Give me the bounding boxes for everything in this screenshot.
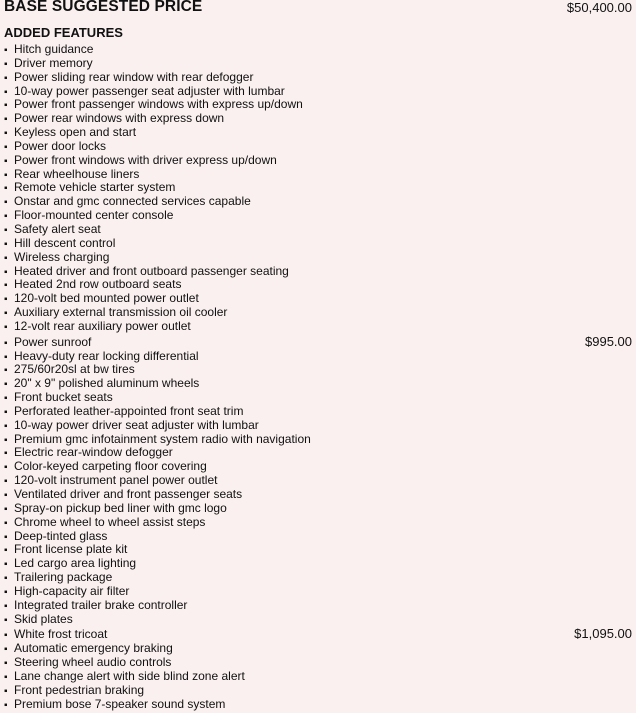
bullet-icon: ▪ bbox=[4, 308, 8, 320]
list-item bbox=[4, 154, 632, 168]
list-item bbox=[4, 237, 632, 251]
feature-label: 275/60r20sl at bw tires bbox=[14, 362, 135, 377]
bullet-icon: ▪ bbox=[4, 211, 8, 223]
feature-label: High-capacity air filter bbox=[14, 583, 130, 598]
feature-label: Power front windows with driver express up/down bbox=[14, 152, 277, 167]
feature-label: Front bucket seats bbox=[14, 390, 113, 405]
feature-label: Skid plates bbox=[14, 611, 73, 626]
list-item bbox=[4, 419, 632, 433]
list-item bbox=[4, 350, 632, 364]
bullet-icon: ▪ bbox=[4, 280, 8, 292]
list-item bbox=[4, 460, 632, 474]
list-item bbox=[4, 223, 632, 237]
list-item bbox=[4, 516, 632, 530]
bullet-icon: ▪ bbox=[4, 671, 8, 683]
bullet-icon: ▪ bbox=[4, 45, 8, 56]
feature-label: Power door locks bbox=[14, 138, 107, 153]
package-price: $995.00 bbox=[585, 333, 632, 349]
list-item bbox=[4, 98, 632, 112]
bullet-icon: ▪ bbox=[4, 614, 8, 626]
bullet-icon: ▪ bbox=[4, 531, 8, 543]
feature-label: Front license plate kit bbox=[14, 542, 128, 557]
feature-label: Perforated leather-appointed front seat trim bbox=[14, 403, 244, 418]
list-item bbox=[4, 698, 632, 712]
bullet-icon: ▪ bbox=[4, 658, 8, 670]
feature-label: 120-volt instrument panel power outlet bbox=[14, 473, 218, 488]
feature-label: Onstar and gmc connected services capable bbox=[14, 194, 251, 209]
bullet-icon: ▪ bbox=[4, 252, 8, 264]
base-price-value: $50,400.00 bbox=[566, 0, 632, 15]
bullet-icon: ▪ bbox=[4, 197, 8, 209]
feature-label: Hill descent control bbox=[14, 235, 116, 250]
list-item bbox=[4, 642, 632, 656]
bullet-icon: ▪ bbox=[4, 490, 8, 501]
list-item bbox=[4, 292, 632, 306]
feature-label: Integrated trailer brake controller bbox=[14, 597, 188, 612]
feature-list bbox=[4, 43, 632, 712]
feature-label: Color-keyed carpeting floor covering bbox=[14, 459, 207, 474]
list-item bbox=[4, 446, 632, 460]
feature-label: Remote vehicle starter system bbox=[14, 180, 176, 195]
feature-label: Keyless open and start bbox=[14, 125, 137, 140]
list-item bbox=[4, 251, 632, 265]
feature-label: Hitch guidance bbox=[14, 42, 94, 56]
bullet-icon: ▪ bbox=[4, 365, 8, 377]
bullet-icon: ▪ bbox=[4, 72, 8, 84]
list-item bbox=[4, 112, 632, 126]
feature-label: Power sunroof bbox=[14, 334, 92, 349]
bullet-icon: ▪ bbox=[4, 114, 8, 126]
bullet-icon: ▪ bbox=[4, 586, 8, 598]
feature-label: Chrome wheel to wheel assist steps bbox=[14, 514, 206, 529]
feature-label: 10-way power passenger seat adjuster with lumbar bbox=[14, 83, 285, 98]
bullet-icon: ▪ bbox=[4, 58, 8, 70]
list-item bbox=[4, 433, 632, 447]
feature-label: 12-volt rear auxiliary power outlet bbox=[14, 318, 191, 333]
base-price-row bbox=[0, 0, 632, 18]
list-item bbox=[4, 670, 632, 684]
bullet-icon: ▪ bbox=[4, 321, 8, 333]
list-item bbox=[4, 543, 632, 557]
feature-label: Heated 2nd row outboard seats bbox=[14, 277, 182, 292]
bullet-icon: ▪ bbox=[4, 448, 8, 460]
feature-label: Spray-on pickup bed liner with gmc logo bbox=[14, 500, 227, 515]
bullet-icon: ▪ bbox=[4, 100, 8, 112]
package-price: $1,095.00 bbox=[574, 626, 632, 642]
bullet-icon: ▪ bbox=[4, 379, 8, 391]
bullet-icon: ▪ bbox=[4, 434, 8, 446]
bullet-icon: ▪ bbox=[4, 183, 8, 195]
feature-label: 10-way power driver seat adjuster with lumbar bbox=[14, 417, 259, 432]
added-features-title: ADDED FEATURES bbox=[4, 25, 123, 40]
bullet-icon: ▪ bbox=[4, 462, 8, 474]
feature-label: Power front passenger windows with express up/down bbox=[14, 97, 303, 112]
bullet-icon: ▪ bbox=[4, 337, 8, 349]
bullet-icon: ▪ bbox=[4, 155, 8, 167]
list-item bbox=[4, 502, 632, 516]
list-item bbox=[4, 71, 632, 85]
feature-label: Steering wheel audio controls bbox=[14, 655, 172, 670]
feature-label: Led cargo area lighting bbox=[14, 556, 137, 571]
bullet-icon: ▪ bbox=[4, 224, 8, 236]
feature-label: Deep-tinted glass bbox=[14, 528, 108, 543]
list-item bbox=[4, 628, 632, 642]
feature-label: Safety alert seat bbox=[14, 221, 101, 236]
list-item bbox=[4, 181, 632, 195]
bullet-icon: ▪ bbox=[4, 406, 8, 418]
list-item bbox=[4, 557, 632, 571]
bullet-icon: ▪ bbox=[4, 420, 8, 432]
list-item bbox=[4, 656, 632, 670]
list-item bbox=[4, 168, 632, 182]
list-item bbox=[4, 140, 632, 154]
list-item bbox=[4, 488, 632, 502]
list-item bbox=[4, 530, 632, 544]
bullet-icon: ▪ bbox=[4, 128, 8, 140]
feature-label: Driver memory bbox=[14, 55, 93, 70]
feature-label: 20" x 9" polished aluminum wheels bbox=[14, 376, 200, 391]
list-item bbox=[4, 684, 632, 698]
feature-label: White frost tricoat bbox=[14, 627, 108, 642]
list-item bbox=[4, 333, 632, 350]
feature-label: Premium bose 7-speaker sound system bbox=[14, 696, 226, 711]
feature-label: Lane change alert with side blind zone alert bbox=[14, 668, 245, 683]
list-item bbox=[4, 278, 632, 292]
list-item bbox=[4, 377, 632, 391]
list-item bbox=[4, 265, 632, 279]
feature-label: Heated driver and front outboard passenger seating bbox=[14, 263, 289, 278]
bullet-icon: ▪ bbox=[4, 393, 8, 405]
list-item bbox=[4, 209, 632, 223]
list-item bbox=[4, 57, 632, 71]
list-item bbox=[4, 585, 632, 599]
feature-label: Power sliding rear window with rear defogger bbox=[14, 69, 254, 84]
bullet-icon: ▪ bbox=[4, 685, 8, 697]
feature-label: Auxiliary external transmission oil cooler bbox=[14, 305, 228, 320]
feature-label: Ventilated driver and front passenger seats bbox=[14, 487, 243, 501]
list-item bbox=[4, 571, 632, 585]
bullet-icon: ▪ bbox=[4, 238, 8, 250]
bullet-icon: ▪ bbox=[4, 573, 8, 585]
list-item bbox=[4, 85, 632, 99]
feature-label: Floor-mounted center console bbox=[14, 208, 174, 223]
list-item bbox=[4, 474, 632, 488]
list-item bbox=[4, 613, 632, 627]
feature-label: 120-volt bed mounted power outlet bbox=[14, 291, 199, 306]
list-item bbox=[4, 405, 632, 419]
feature-label: Rear wheelhouse liners bbox=[14, 166, 140, 181]
bullet-icon: ▪ bbox=[4, 545, 8, 557]
list-item bbox=[4, 195, 632, 209]
bullet-icon: ▪ bbox=[4, 517, 8, 529]
bullet-icon: ▪ bbox=[4, 699, 8, 711]
list-item bbox=[4, 363, 632, 377]
feature-label: Front pedestrian braking bbox=[14, 682, 145, 697]
list-item bbox=[4, 599, 632, 613]
list-item bbox=[4, 391, 632, 405]
bullet-icon: ▪ bbox=[4, 141, 8, 153]
feature-label: Heavy-duty rear locking differential bbox=[14, 348, 199, 363]
feature-label: Premium gmc infotainment system radio with navigation bbox=[14, 431, 311, 446]
bullet-icon: ▪ bbox=[4, 169, 8, 181]
bullet-icon: ▪ bbox=[4, 600, 8, 612]
bullet-icon: ▪ bbox=[4, 476, 8, 488]
list-item bbox=[4, 126, 632, 140]
list-item bbox=[4, 306, 632, 320]
list-item bbox=[4, 43, 632, 57]
bullet-icon: ▪ bbox=[4, 294, 8, 306]
bullet-icon: ▪ bbox=[4, 644, 8, 656]
base-price-label: BASE SUGGESTED PRICE bbox=[4, 0, 203, 15]
feature-label: Wireless charging bbox=[14, 249, 110, 264]
bullet-icon: ▪ bbox=[4, 503, 8, 515]
bullet-icon: ▪ bbox=[4, 266, 8, 278]
bullet-icon: ▪ bbox=[4, 351, 8, 363]
bullet-icon: ▪ bbox=[4, 630, 8, 642]
feature-label: Trailering package bbox=[14, 570, 113, 585]
feature-label: Power rear windows with express down bbox=[14, 111, 225, 126]
feature-label: Automatic emergency braking bbox=[14, 641, 173, 656]
list-item bbox=[4, 320, 632, 334]
feature-label: Electric rear-window defogger bbox=[14, 445, 173, 460]
bullet-icon: ▪ bbox=[4, 86, 8, 98]
bullet-icon: ▪ bbox=[4, 559, 8, 571]
